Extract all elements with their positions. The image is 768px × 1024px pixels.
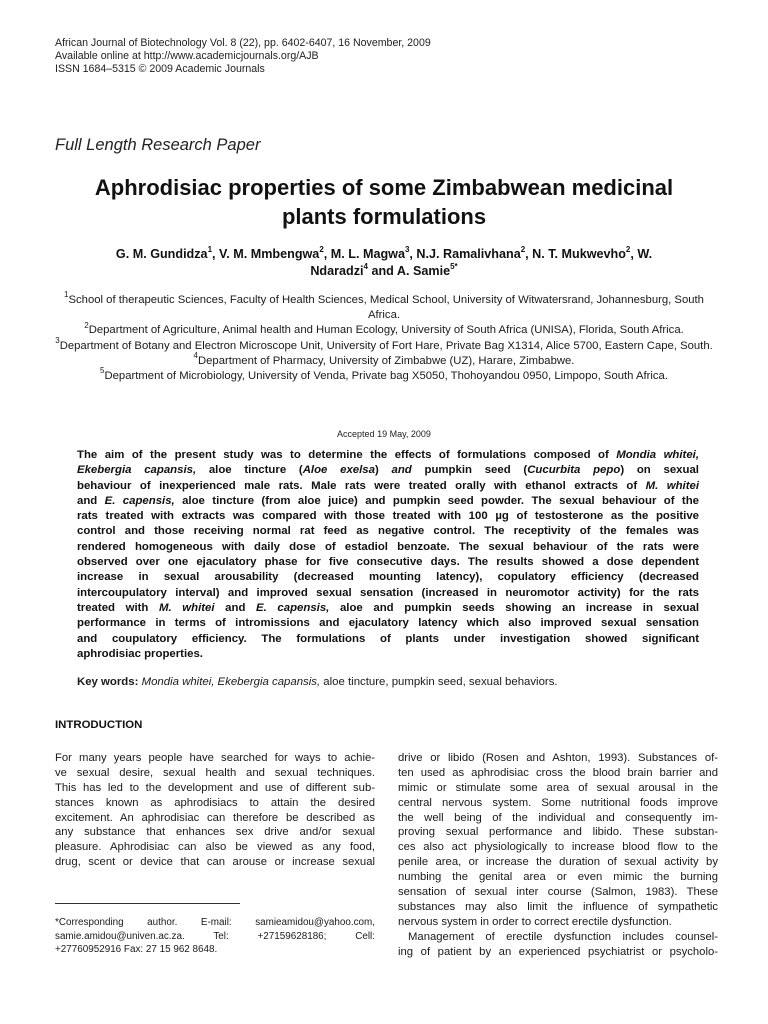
abstract-line: observed over one ejaculatory phase for five consecutive days. The results showed a dose dependent bbox=[77, 556, 699, 569]
journal-header bbox=[55, 37, 655, 76]
title-line-1: Aphrodisiac properties of some Zimbabwean medicinal bbox=[94, 175, 674, 200]
abstract-line: intercoupulatory interval) and improved sexual sensation (increased in neuromotor activity) for the rats bbox=[77, 586, 699, 599]
author-affil-marker: 2 bbox=[625, 244, 631, 254]
section-heading-introduction: INTRODUCTION bbox=[55, 719, 143, 731]
affiliation-text: Department of Pharmacy, University of Zimbabwe (UZ), Harare, Zimbabwe. bbox=[197, 354, 575, 367]
affiliation-marker: 3 bbox=[55, 335, 60, 345]
affiliation-text: School of therapeutic Sciences, Faculty of Health Sciences, Medical School, University of Witwatersrand, Johannesburg, South Africa. bbox=[68, 294, 704, 322]
abstract-line bbox=[77, 601, 699, 616]
abstract-text: pumpkin seed ( bbox=[411, 464, 528, 477]
author-name: M. L. Magwa bbox=[330, 247, 405, 261]
species-name: M. whitei bbox=[645, 479, 699, 492]
abstract-text: The aim of the present study was to determine the effects of formulations composed of bbox=[77, 449, 617, 461]
body-line: sensation of sexual inter course (Salmon, 1983). These bbox=[398, 886, 718, 899]
body-line: nervous system in order to correct erectile dysfunction. bbox=[398, 915, 672, 928]
journal-citation: African Journal of Biotechnology Vol. 8 (22), pp. 6402-6407, 16 November, 2009 bbox=[55, 37, 431, 49]
body-line: numbing the genital area or even mimic the burning bbox=[398, 871, 718, 884]
body-line: stances known as aphrodisiacs to attain the desired bbox=[55, 796, 375, 809]
body-column-left bbox=[55, 751, 375, 870]
abstract-text: aloe tincture (from aloe juice) and pumpkin seed powder. The sexual behaviour of the bbox=[174, 494, 699, 507]
body-line: any substance that enhances sex drive and/or sexual bbox=[55, 826, 375, 839]
abstract-text: and bbox=[77, 494, 105, 507]
species-name: Mondia whitei, bbox=[616, 449, 700, 461]
body-line: central nervous system. Some nutritional foods improve bbox=[398, 796, 718, 809]
abstract-line: increase in sexual arousability (decreased mounting latency), copulatory efficiency (decreased bbox=[77, 571, 699, 584]
affiliation-text: Department of Agriculture, Animal health and Human Ecology, University of South Africa (UNISA), Florida, South Africa. bbox=[88, 324, 684, 337]
abstract-line bbox=[77, 463, 699, 478]
author-affil-marker: 2 bbox=[520, 244, 526, 254]
abstract-text: behaviour of inexperienced male rats. Male rats were treated orally with ethanol extracts of bbox=[77, 479, 646, 492]
body-line: the well being of the individual and consequently im- bbox=[398, 811, 718, 824]
species-name: Aloe exelsa bbox=[302, 464, 375, 477]
corresponding-author-footnote bbox=[55, 916, 375, 957]
author-affil-marker: 2 bbox=[319, 244, 324, 254]
affiliation bbox=[50, 290, 718, 323]
body-line: drug, scent or device that can arouse or increase sexual bbox=[55, 856, 375, 869]
abstract-line bbox=[77, 448, 699, 463]
body-line: This has led to the development and use of different sub- bbox=[55, 781, 375, 794]
body-line: penile area, or increase the duration of sexual activity by bbox=[398, 856, 718, 869]
species-name: M. whitei bbox=[159, 601, 215, 614]
abstract-line: control and those receiving normal rat feed as negative control. The receptivity of the females was bbox=[77, 525, 699, 538]
paper-type: Full Length Research Paper bbox=[55, 136, 261, 154]
abstract-line: rats treated with extracts was compared with those treated with 100 µg of testosterone as the positive bbox=[77, 510, 699, 523]
affiliation-marker: 1 bbox=[64, 290, 69, 300]
author-name: G. M. Gundidza bbox=[115, 247, 208, 261]
author-affil-marker: 3 bbox=[404, 244, 410, 254]
body-line: drive or libido (Rosen and Ashton, 1993). Substances of- bbox=[398, 752, 718, 764]
abstract bbox=[77, 448, 699, 662]
abstract-line bbox=[77, 479, 699, 494]
abstract-text: aloe tincture ( bbox=[196, 464, 303, 477]
species-name: Ekebergia capansis, bbox=[77, 464, 197, 477]
keywords-label: Key words: bbox=[77, 676, 139, 688]
body-line: Management of erectile dysfunction includes counsel- bbox=[408, 930, 718, 943]
author-list bbox=[50, 246, 718, 280]
species-name: E. capensis, bbox=[104, 494, 175, 507]
footnote-line: *Corresponding author. E-mail: samieamidou@yahoo.com, bbox=[55, 917, 375, 928]
keywords-text: aloe tincture, pumpkin seed, sexual behaviors. bbox=[320, 676, 558, 688]
body-line: ve sexual desire, sexual health and sexual techniques. bbox=[55, 766, 375, 779]
body-line: ten used as aphrodisiac cross the blood brain barrier and bbox=[398, 766, 718, 779]
body-line: ces also act physiologically to increase blood flow to the bbox=[398, 841, 718, 854]
footnote-line: +27760952916 Fax: 27 15 962 8648. bbox=[55, 944, 218, 955]
affiliation bbox=[50, 351, 718, 369]
title-line-2: plants formulations bbox=[281, 204, 487, 229]
abstract-text: aloe and pumpkin seeds showing an increase in sexual bbox=[329, 601, 699, 614]
affiliation-marker: 4 bbox=[193, 351, 198, 361]
author-affil-marker: 4 bbox=[363, 261, 368, 271]
footnote-divider bbox=[55, 903, 240, 904]
affiliation-list bbox=[50, 290, 718, 384]
author-affil-marker: 5* bbox=[450, 261, 458, 271]
abstract-text: ) on sexual bbox=[620, 464, 699, 477]
journal-url: Available online at http://www.academicjournals.org/AJB bbox=[55, 50, 319, 62]
affiliation-marker: 2 bbox=[84, 320, 89, 330]
abstract-text: and bbox=[214, 601, 257, 614]
body-line: pleasure. Aphrodisiac can also be viewed as any food, bbox=[55, 841, 375, 854]
body-line: proving sexual performance and libido. These substan- bbox=[398, 826, 718, 839]
paper-title bbox=[40, 173, 728, 231]
author-name: A. Samie bbox=[396, 264, 451, 278]
body-line: substances may also limit the influence of sympathetic bbox=[398, 900, 718, 913]
keywords bbox=[77, 675, 699, 690]
author-name: N. T. Mukwevho bbox=[532, 247, 626, 261]
affiliation bbox=[50, 366, 718, 384]
affiliation-text: Department of Microbiology, University of Venda, Private bag X5050, Thohoyandou 0950, Limpopo, South Africa. bbox=[104, 370, 668, 383]
abstract-line: aphrodisiac properties. bbox=[77, 647, 203, 660]
author-name: N.J. Ramalivhana bbox=[416, 247, 521, 261]
abstract-text: ) bbox=[374, 464, 392, 477]
affiliation-marker: 5 bbox=[100, 366, 105, 376]
body-line: ing of patient by an experienced psychiatrist or psycholo- bbox=[398, 945, 718, 958]
abstract-text: and bbox=[391, 464, 412, 477]
abstract-line: performance in terms of intromissions and ejaculatory latency which also improved sexual sensation bbox=[77, 617, 699, 630]
body-column-right bbox=[398, 751, 718, 959]
footnote-line: samie.amidou@univen.ac.za. Tel: +27159628186; Cell: bbox=[55, 930, 375, 942]
affiliation bbox=[50, 335, 718, 354]
species-name: E. capensis, bbox=[256, 601, 330, 614]
abstract-text: treated with bbox=[77, 601, 159, 614]
species-name: Cucurbita pepo bbox=[527, 464, 621, 477]
author-affil-marker: 1 bbox=[207, 244, 213, 254]
abstract-line bbox=[77, 494, 699, 509]
author-line-1: G. M. Gundidza$^1$, V. M. Mmbengwa$^2$, M. L. Magwa$^3$, N.J. Ramalivhana$^2$, N. T. Mukwevho$^2$, W. bbox=[115, 244, 653, 261]
accepted-date: Accepted 19 May, 2009 bbox=[337, 429, 431, 439]
abstract-line: and coupulatory efficiency. The formulations of plants under investigation showed significant bbox=[77, 632, 699, 645]
journal-issn: ISSN 1684–5315 © 2009 Academic Journals bbox=[55, 63, 265, 75]
author-name: V. M. Mmbengwa bbox=[219, 247, 320, 261]
affiliation bbox=[50, 320, 718, 338]
body-line: For many years people have searched for ways to achie- bbox=[55, 752, 375, 764]
keywords-species: Mondia whitei, Ekebergia capansis, bbox=[141, 676, 321, 688]
author-line-2: Ndaradzi$^4$ and A. Samie$^{5*}$ bbox=[310, 261, 458, 278]
body-line: mimic or stimulate some area of sexual arousal in the bbox=[398, 781, 718, 794]
affiliation-text: Department of Botany and Electron Microscope Unit, University of Fort Hare, Private Bag X1314, Alice 5700, Eastern Cape, South. bbox=[59, 339, 713, 352]
body-line: excitement. An aphrodisiac can therefore be described as bbox=[55, 811, 375, 824]
abstract-line: rendered homogeneous with daily dose of estadiol benzoate. The sexual behaviour of the rats were bbox=[77, 540, 699, 553]
